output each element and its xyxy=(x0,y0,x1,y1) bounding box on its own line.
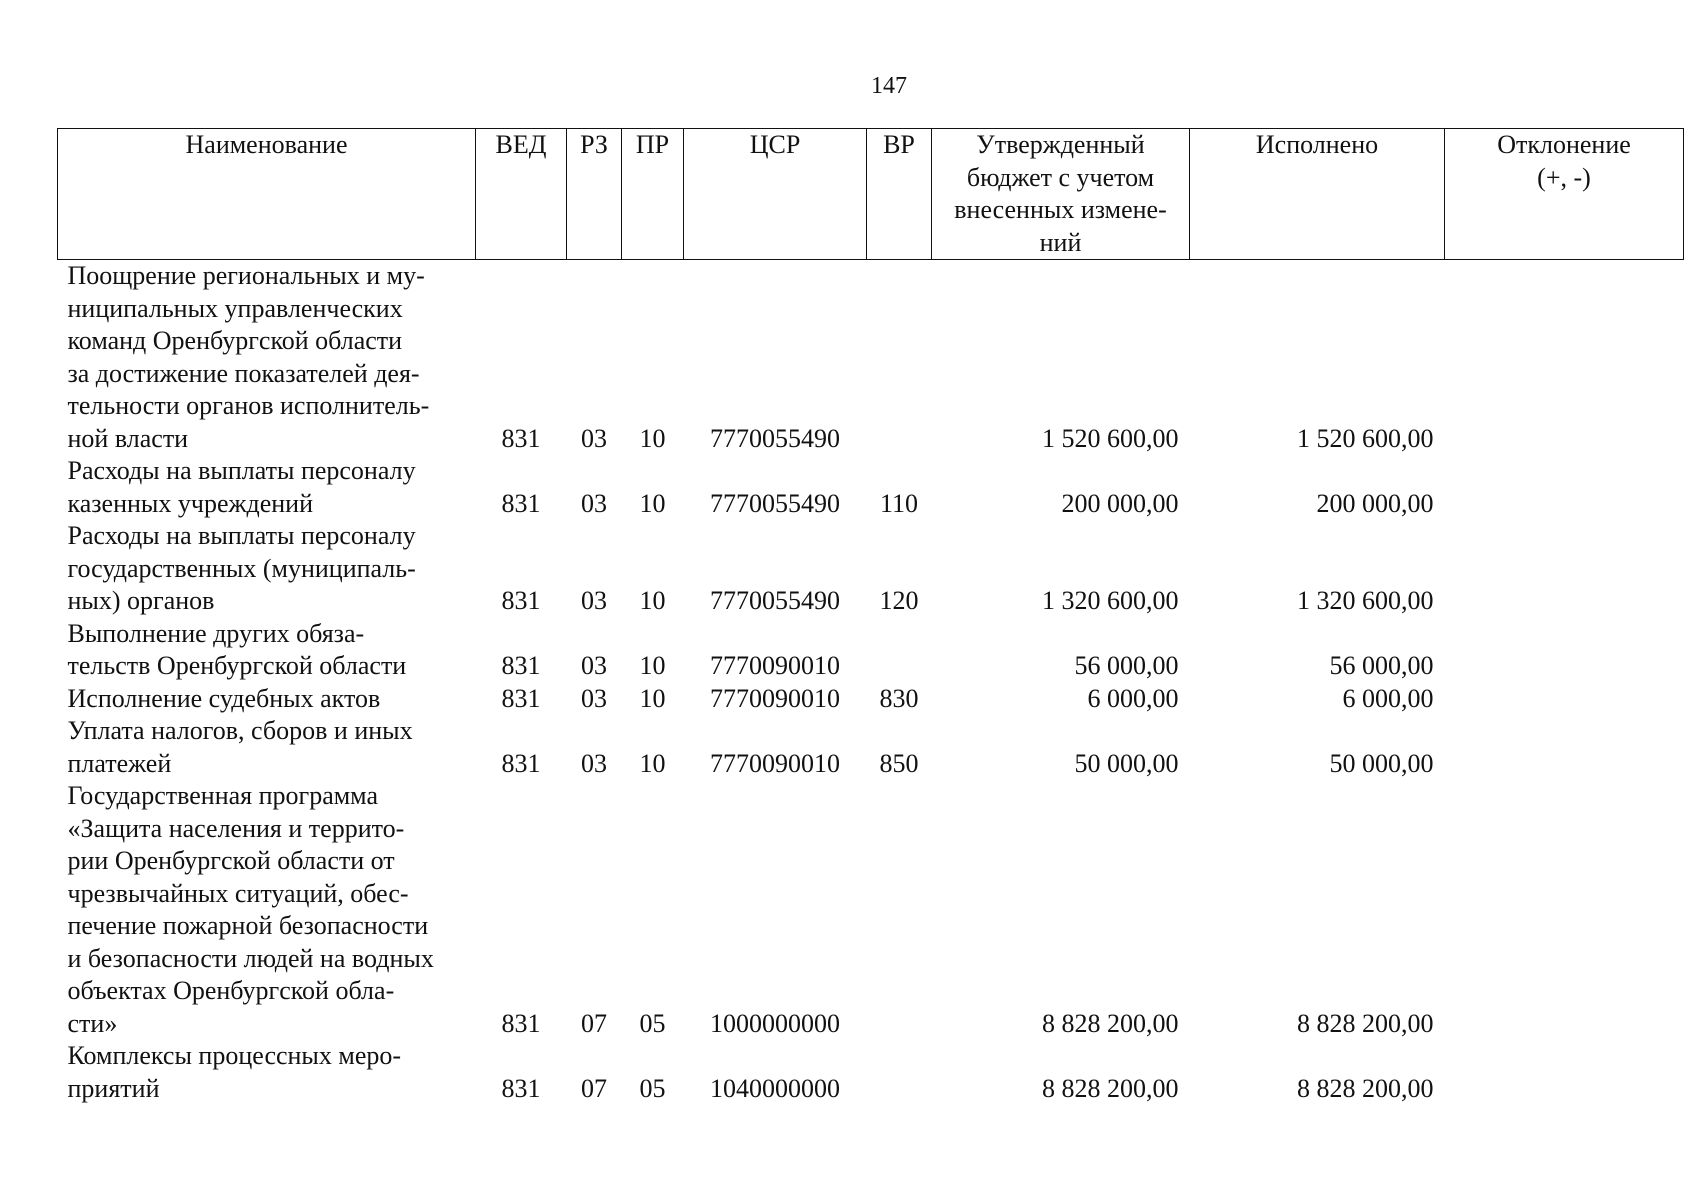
row-ved: 831 xyxy=(501,1008,541,1038)
row-name-line: государственных (муниципаль- xyxy=(67,553,416,583)
row-rz: 03 xyxy=(581,488,607,518)
row-executed-amount: 6 000,00 xyxy=(1342,683,1434,713)
row-vr: 830 xyxy=(879,683,919,713)
row-approved-amount: 50 000,00 xyxy=(1074,748,1179,778)
row-rz: 07 xyxy=(581,1008,607,1038)
row-csr: 7770055490 xyxy=(710,488,840,518)
row-pr: 10 xyxy=(639,488,666,518)
header-approved-line: ний xyxy=(1039,227,1082,257)
row-approved-amount: 8 828 200,00 xyxy=(1042,1073,1179,1103)
header-approved-line: Утвержденный xyxy=(976,130,1145,159)
budget-execution-table xyxy=(57,128,1684,1105)
row-deviation-amount xyxy=(1445,455,1684,520)
row-csr: 7770055490 xyxy=(710,586,840,615)
header-vr: ВР xyxy=(867,129,932,260)
row-deviation-amount xyxy=(1445,260,1684,456)
row-name-line: чрезвычайных ситуаций, обес- xyxy=(67,878,409,908)
row-executed-amount: 200 000,00 xyxy=(1316,488,1434,518)
row-approved-amount: 1 520 600,00 xyxy=(1042,423,1179,453)
header-csr: ЦСР xyxy=(684,129,867,260)
row-approved-amount: 8 828 200,00 xyxy=(1042,1008,1179,1038)
row-pr: 05 xyxy=(639,1008,666,1038)
row-csr: 7770090010 xyxy=(710,748,840,778)
row-name-line: Государственная программа xyxy=(67,781,379,810)
table-body xyxy=(58,260,1684,1106)
row-name-line: Исполнение судебных актов xyxy=(67,683,381,713)
row-ved: 831 xyxy=(501,586,541,615)
row-approved-amount: 1 320 600,00 xyxy=(1042,586,1179,615)
table-row xyxy=(58,1040,1684,1105)
row-deviation-amount xyxy=(1445,618,1684,683)
row-ved: 831 xyxy=(501,651,541,680)
row-vr xyxy=(867,1040,932,1105)
table-header-row xyxy=(58,129,1684,260)
row-ved: 831 xyxy=(501,748,541,778)
row-vr: 110 xyxy=(879,488,919,518)
row-name-line: ной власти xyxy=(67,423,189,453)
row-pr: 10 xyxy=(639,586,666,615)
row-vr: 120 xyxy=(879,586,919,615)
row-name xyxy=(58,715,476,780)
row-name-line: ниципальных управленческих xyxy=(67,293,403,323)
row-name-line: и безопасности людей на водных xyxy=(67,943,434,973)
header-approved-line: внесенных измене- xyxy=(954,195,1167,224)
row-name xyxy=(58,1040,476,1105)
row-deviation-amount xyxy=(1445,1040,1684,1105)
row-name xyxy=(58,455,476,520)
row-name-line: тельств Оренбургской области xyxy=(67,651,407,680)
header-deviation xyxy=(1445,129,1684,260)
row-pr: 10 xyxy=(639,683,666,713)
row-vr xyxy=(867,260,932,456)
header-pr: ПР xyxy=(622,129,684,260)
row-ved: 831 xyxy=(501,488,541,518)
row-deviation-amount xyxy=(1445,683,1684,716)
row-name-line: сти» xyxy=(67,1008,118,1038)
row-rz: 03 xyxy=(581,586,607,615)
row-pr: 10 xyxy=(639,748,666,778)
table-row xyxy=(58,260,1684,456)
header-approved-budget xyxy=(932,129,1190,260)
row-name-line: печение пожарной безопасности xyxy=(67,911,429,940)
row-executed-amount: 1 320 600,00 xyxy=(1297,586,1434,615)
table-row xyxy=(58,618,1684,683)
row-ved: 831 xyxy=(501,683,541,713)
table-row xyxy=(58,520,1684,618)
row-pr: 10 xyxy=(639,423,666,453)
row-name xyxy=(58,260,476,456)
row-ved: 831 xyxy=(501,1073,541,1103)
row-deviation-amount xyxy=(1445,780,1684,1040)
row-name-line: ных) органов xyxy=(67,586,215,615)
row-vr: 850 xyxy=(879,748,919,778)
header-ved: ВЕД xyxy=(476,129,567,260)
row-rz: 03 xyxy=(581,423,607,453)
row-name-line: приятий xyxy=(67,1073,160,1103)
row-executed-amount: 8 828 200,00 xyxy=(1297,1008,1434,1038)
row-csr: 7770090010 xyxy=(710,651,840,680)
row-csr: 7770055490 xyxy=(710,423,840,453)
row-name-line: Выполнение других обяза- xyxy=(67,618,365,648)
row-name xyxy=(58,520,476,618)
row-name-line: Поощрение региональных и му- xyxy=(67,261,425,290)
row-approved-amount: 200 000,00 xyxy=(1061,488,1179,518)
row-csr: 1040000000 xyxy=(710,1073,840,1103)
row-name-line: Комплексы процессных меро- xyxy=(67,1041,402,1070)
row-name-line: Уплата налогов, сборов и иных xyxy=(67,716,413,745)
row-executed-amount: 56 000,00 xyxy=(1329,651,1434,680)
header-name: Наименование xyxy=(58,129,476,260)
row-vr xyxy=(867,780,932,1040)
row-csr: 1000000000 xyxy=(710,1008,840,1038)
row-rz: 07 xyxy=(581,1073,607,1103)
row-executed-amount: 50 000,00 xyxy=(1329,748,1434,778)
row-rz: 03 xyxy=(581,651,607,680)
row-name-line: платежей xyxy=(67,748,172,778)
header-approved-line: бюджет с учетом xyxy=(966,162,1155,192)
row-name xyxy=(58,780,476,1040)
row-name-line: рии Оренбургской области от xyxy=(67,846,395,875)
row-name-line: Расходы на выплаты персоналу xyxy=(67,456,416,485)
row-pr: 05 xyxy=(639,1073,666,1103)
header-executed: Исполнено xyxy=(1190,129,1445,260)
row-approved-amount: 6 000,00 xyxy=(1087,683,1179,713)
header-deviation-line: (+, -) xyxy=(1537,162,1591,192)
row-vr xyxy=(867,618,932,683)
row-name-line: Расходы на выплаты персоналу xyxy=(67,521,416,550)
header-rz: РЗ xyxy=(567,129,622,260)
table-row xyxy=(58,715,1684,780)
row-executed-amount: 1 520 600,00 xyxy=(1297,423,1434,453)
table-row xyxy=(58,683,1684,716)
row-name-line: казенных учреждений xyxy=(67,488,313,518)
table-row xyxy=(58,455,1684,520)
page-number: 147 xyxy=(871,73,907,99)
row-name-line: тельности органов исполнитель- xyxy=(67,391,430,420)
row-rz: 03 xyxy=(581,748,607,778)
row-executed-amount: 8 828 200,00 xyxy=(1297,1073,1434,1103)
row-deviation-amount xyxy=(1445,715,1684,780)
row-name xyxy=(58,618,476,683)
row-pr: 10 xyxy=(639,651,666,680)
row-name-line: за достижение показателей дея- xyxy=(67,358,420,388)
row-name-line: «Защита населения и террито- xyxy=(67,813,405,843)
row-name-line: объектах Оренбургской обла- xyxy=(67,976,395,1005)
row-name-line: команд Оренбургской области xyxy=(67,326,403,355)
row-ved: 831 xyxy=(501,423,541,453)
row-csr: 7770090010 xyxy=(710,683,840,713)
row-deviation-amount xyxy=(1445,520,1684,618)
row-approved-amount: 56 000,00 xyxy=(1074,651,1179,680)
row-rz: 03 xyxy=(581,683,607,713)
header-deviation-line: Отклонение xyxy=(1497,130,1631,159)
row-name xyxy=(58,683,476,716)
table-row xyxy=(58,780,1684,1040)
